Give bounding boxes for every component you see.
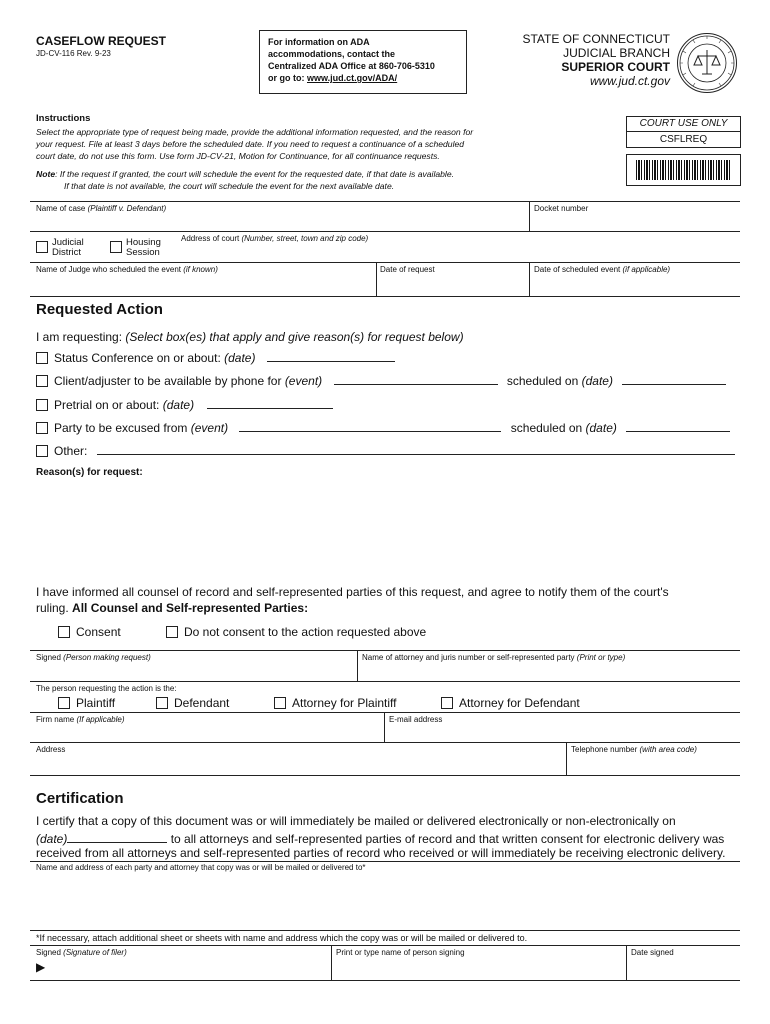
consent-ruling: ruling. (36, 601, 73, 615)
requested-action-heading: Requested Action (36, 301, 163, 318)
requesting-party-label: The person requesting the action is the: (36, 684, 177, 693)
court-address-hint: (Number, street, town and zip code) (241, 234, 369, 243)
other-checkbox[interactable] (36, 445, 48, 457)
other-field[interactable] (97, 442, 735, 455)
party-atty-defendant-option (441, 696, 580, 710)
filer-signed-text: Signed (36, 948, 61, 957)
housing-session-checkbox[interactable] (110, 241, 122, 253)
attorney-name-hint: (Print or type) (576, 653, 626, 662)
judge-label (36, 265, 218, 275)
reasons-textarea[interactable] (36, 482, 736, 574)
date-signed-label: Date signed (631, 948, 674, 957)
opt4-hint: (event) (190, 421, 229, 435)
judge-hint: (if known) (183, 265, 218, 274)
option-pretrial (36, 396, 333, 412)
opt1-hint: (date) (224, 351, 256, 365)
note-label: Note (36, 169, 56, 179)
email-label: E-mail address (389, 715, 443, 724)
plaintiff-checkbox[interactable] (58, 697, 70, 709)
instructions-line-2: your request. File at least 3 days before the scheduled date. If you need to request a continuance of a scheduled (36, 139, 465, 149)
scheduled-on-label-2: scheduled on (510, 421, 586, 435)
form-number: JD-CV-116 Rev. 9-23 (36, 49, 111, 58)
court-name: SUPERIOR COURT (561, 60, 670, 74)
status-conference-checkbox[interactable] (36, 352, 48, 364)
option-status-conference (36, 349, 395, 365)
note-text (36, 168, 454, 192)
date-event-input[interactable] (534, 276, 734, 294)
instructions-heading: Instructions (36, 113, 91, 124)
atty-plaintiff-label: Attorney for Plaintiff (292, 696, 397, 710)
pretrial-date-field[interactable] (207, 396, 333, 409)
consent-option (58, 625, 121, 639)
cert-line-2-rest: to all attorneys and self-represented parties of record and that written consent for electronic delivery was (167, 832, 725, 846)
address-input[interactable] (36, 756, 563, 773)
state-name: STATE OF CONNECTICUT (522, 32, 670, 46)
cert-date-field[interactable] (67, 830, 167, 843)
hs-line-1: Housing (126, 237, 161, 248)
date-event-label (534, 265, 670, 275)
branch-name: JUDICIAL BRANCH (563, 46, 670, 60)
ada-info-box (259, 30, 467, 94)
address-label: Address (36, 745, 66, 754)
jd-line-2: District (52, 247, 82, 258)
no-consent-checkbox[interactable] (166, 626, 178, 638)
filer-signature-label (36, 948, 127, 958)
instructions-text (36, 126, 473, 162)
opt5-label: Other: (54, 444, 88, 458)
email-input[interactable] (389, 725, 734, 740)
defendant-label: Defendant (174, 696, 230, 710)
judge-input[interactable] (36, 276, 371, 294)
firm-text: Firm name (36, 715, 75, 724)
cert-line-1: I certify that a copy of this document was or will immediately be mailed or delivered electronically or non-electronically on (36, 814, 676, 828)
phone-text: Telephone number (571, 745, 638, 754)
note-body: : If the request if granted, the court will schedule the event for the requested date, if that date is available. (55, 169, 455, 179)
option-other (36, 442, 735, 458)
instructions-line-1: Select the appropriate type of request being made, provide the additional information requested, and the reason for (36, 127, 474, 137)
scheduled-on-hint-1: (date) (581, 374, 613, 388)
signed-label (36, 653, 151, 663)
opt3-label: Pretrial on or about: (54, 398, 163, 412)
consent-line-1: I have informed all counsel of record and self-represented parties of this request, and agree to notify them of the court's (36, 585, 669, 599)
consent-label: Consent (76, 625, 121, 639)
date-event-text: Date of scheduled event (534, 265, 621, 274)
date-signed-input[interactable] (631, 958, 736, 978)
court-use-box (626, 116, 741, 148)
housing-session-label (126, 238, 161, 258)
scheduled-on-label-1: scheduled on (506, 374, 582, 388)
court-header (470, 32, 670, 88)
docket-label: Docket number (534, 204, 589, 213)
phone-label (571, 745, 697, 755)
case-name-text: Name of case (36, 204, 86, 213)
defendant-checkbox[interactable] (156, 697, 168, 709)
atty-defendant-checkbox[interactable] (441, 697, 453, 709)
note-line-2: If that date is not available, the court will schedule the event for the next available date. (64, 181, 395, 191)
opt4-label: Party to be excused from (54, 421, 191, 435)
scheduled-on-hint-2: (date) (585, 421, 617, 435)
party-excused-date-field[interactable] (626, 419, 730, 432)
date-event-hint: (if applicable) (622, 265, 671, 274)
atty-plaintiff-checkbox[interactable] (274, 697, 286, 709)
phone-input[interactable] (571, 756, 734, 773)
party-excused-checkbox[interactable] (36, 422, 48, 434)
footnote: *If necessary, attach additional sheet or sheets with name and address which the copy was or will be mailed or delivered to. (36, 933, 528, 943)
cert-line-2 (36, 830, 724, 846)
status-conference-date-field[interactable] (267, 349, 395, 362)
names-addresses-label: Name and address of each party and attorney that copy was or will be mailed or delivered to* (36, 863, 366, 872)
docket-input[interactable] (534, 212, 734, 230)
attorney-name-input[interactable] (362, 663, 734, 679)
party-plaintiff-option (58, 696, 115, 710)
ada-line-4 (268, 72, 466, 84)
case-name-input[interactable] (36, 212, 526, 230)
client-adjuster-event-field[interactable] (334, 372, 498, 385)
print-name-label: Print or type name of person signing (336, 948, 465, 957)
consent-checkbox[interactable] (58, 626, 70, 638)
note-line-1 (36, 168, 454, 180)
intro-hint: (Select box(es) that apply and give reason(s) for request below) (125, 330, 464, 344)
ada-link[interactable]: www.jud.ct.gov/ADA/ (307, 73, 398, 83)
court-use-label: COURT USE ONLY (627, 117, 740, 132)
signature-input[interactable] (36, 663, 354, 679)
requesting-intro (36, 330, 464, 344)
ada-go-to: or go to: (268, 73, 307, 83)
filer-signed-hint: (Signature of filer) (63, 948, 127, 957)
judicial-district-checkbox[interactable] (36, 241, 48, 253)
signed-hint: (Person making request) (63, 653, 151, 662)
opt2-hint: (event) (284, 374, 323, 388)
case-name-hint: (Plaintiff v. Defendant) (87, 204, 167, 213)
no-consent-option (166, 625, 426, 639)
court-address-input[interactable] (181, 244, 731, 260)
party-excused-event-field[interactable] (239, 419, 501, 432)
party-defendant-option (156, 696, 229, 710)
jd-line-1: Judicial (52, 237, 84, 248)
attorney-name-text: Name of attorney and juris number or self-represented party (362, 653, 575, 662)
opt3-hint: (date) (162, 398, 195, 412)
cert-date-hint: (date) (36, 832, 68, 846)
party-atty-plaintiff-option (274, 696, 397, 710)
ada-line-2: accommodations, contact the (268, 49, 396, 59)
hs-line-2: Session (126, 247, 160, 258)
consent-all-counsel: All Counsel and Self-represented Parties: (72, 601, 309, 615)
ada-line-3: Centralized ADA Office at 860-706-5310 (268, 61, 435, 71)
signature-arrow-icon: ▶ (36, 960, 46, 974)
reasons-label: Reason(s) for request: (36, 467, 143, 478)
firm-hint: (If applicable) (76, 715, 125, 724)
intro-text: I am requesting: (36, 330, 126, 344)
signed-text: Signed (36, 653, 61, 662)
certification-heading: Certification (36, 790, 124, 807)
phone-hint: (with area code) (639, 745, 697, 754)
court-use-code: CSFLREQ (659, 134, 708, 145)
atty-defendant-label: Attorney for Defendant (459, 696, 580, 710)
client-adjuster-checkbox[interactable] (36, 375, 48, 387)
option-client-adjuster (36, 372, 726, 388)
consent-line-2 (36, 601, 308, 615)
instructions-line-3: court date, do not use this form. Use form JD-CV-21, Motion for Continuance, for all continuance requests. (36, 151, 440, 161)
firm-input[interactable] (36, 725, 381, 740)
cert-line-3: received from all attorneys and self-represented parties of record who received or will immediately be receiving electronic delivery. (36, 846, 726, 860)
plaintiff-label: Plaintiff (76, 696, 116, 710)
ada-line-1: For information on ADA (268, 37, 370, 47)
court-address-text: Address of court (181, 234, 240, 243)
pretrial-checkbox[interactable] (36, 399, 48, 411)
attorney-name-label (362, 653, 625, 663)
no-consent-label: Do not consent to the action requested above (184, 625, 427, 639)
judge-text: Name of Judge who scheduled the event (36, 265, 181, 274)
court-address-label (181, 234, 368, 244)
names-addresses-textarea[interactable] (36, 874, 736, 928)
opt1-label: Status Conference on or about: (54, 351, 225, 365)
filer-signature-input[interactable] (52, 958, 328, 978)
judicial-district-label (52, 238, 84, 258)
opt2-label: Client/adjuster to be available by phone for (54, 374, 285, 388)
date-request-label: Date of request (380, 265, 435, 274)
client-adjuster-date-field[interactable] (622, 372, 726, 385)
form-title: CASEFLOW REQUEST (36, 34, 167, 48)
barcode (626, 154, 741, 186)
print-name-input[interactable] (336, 958, 623, 978)
court-website: www.jud.ct.gov (589, 74, 670, 88)
option-party-excused (36, 419, 730, 435)
state-seal-icon (676, 32, 738, 94)
firm-label (36, 715, 125, 725)
date-request-input[interactable] (380, 276, 525, 294)
